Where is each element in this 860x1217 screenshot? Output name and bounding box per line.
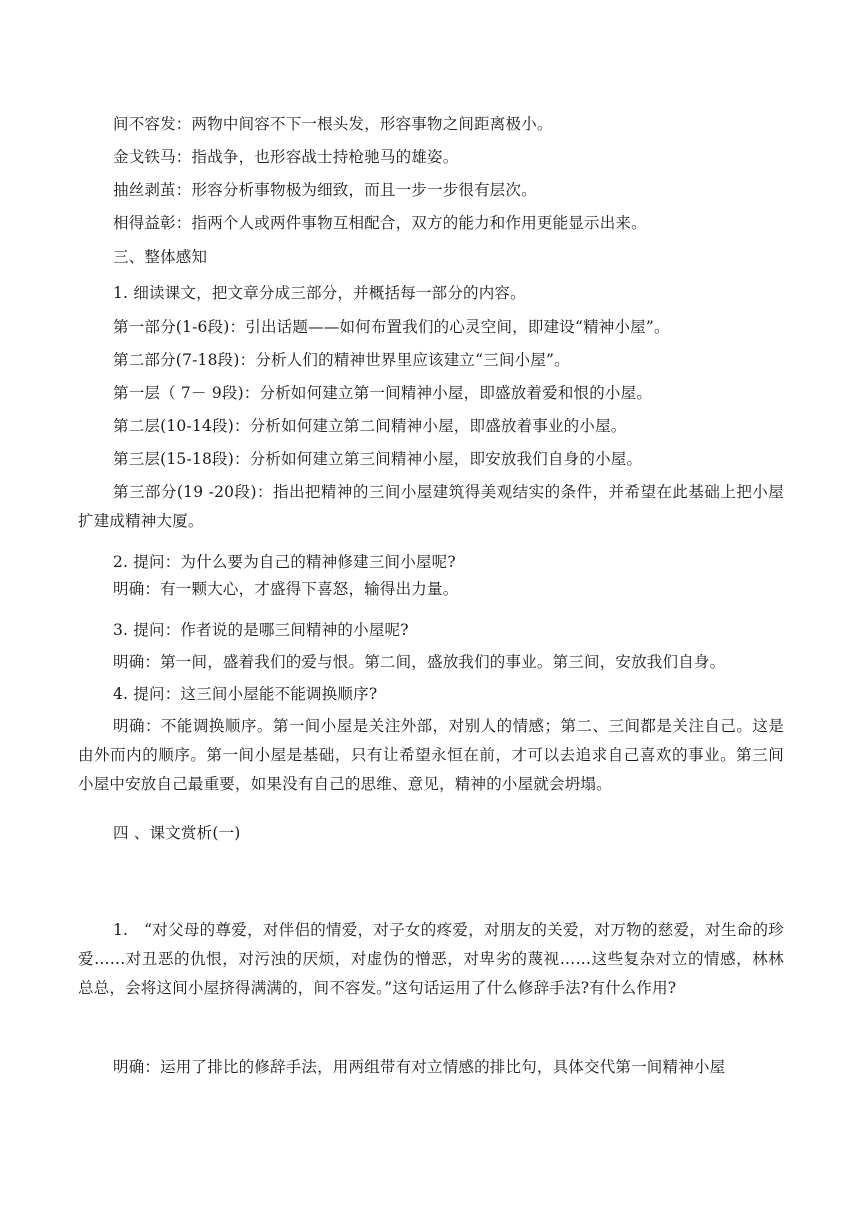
question-text: 1. 细读课文，把文章分成三部分，并概括每一部分的内容。 <box>113 284 526 302</box>
question-text: 2. 提问：为什么要为自己的精神修建三间小屋呢? <box>113 553 456 571</box>
idiom-definition: 间不容发：两物中间容不下一根头发，形容事物之间距离极小。 <box>113 115 553 133</box>
section-heading: 三、整体感知 <box>113 248 208 266</box>
outline-paragraph: 第三部分(19 -20段)：指出把精神的三间小屋建筑得美观结实的条件，并希望在此基础上把小屋扩建成精神大厦。 <box>78 483 784 530</box>
question-text: 3. 提问：作者说的是哪三间精神的小屋呢? <box>113 621 409 639</box>
outline-item: 第一层（ 7－ 9段)：分析如何建立第一间精神小屋，即盛放着爱和恨的小屋。 <box>113 384 653 402</box>
outline-item: 第一部分(1-6段)：引出话题——如何布置我们的心灵空间，即建设“精神小屋”。 <box>113 318 670 336</box>
idiom-definition: 相得益彰：指两个人或两件事物互相配合，双方的能力和作用更能显示出来。 <box>113 214 647 232</box>
idiom-definition: 金戈铁马：指战争，也形容战士持枪驰马的雄姿。 <box>113 148 459 166</box>
question-text: 4. 提问：这三间小屋能不能调换顺序? <box>113 685 378 703</box>
outline-item: 第二层(10-14段)：分析如何建立第二间精神小屋，即盛放着事业的小屋。 <box>113 417 627 435</box>
idiom-definition: 抽丝剥茧：形容分析事物极为细致，而且一步一步很有层次。 <box>113 181 537 199</box>
answer-text: 明确：运用了排比的修辞手法，用两组带有对立情感的排比句，具体交代第一间精神小屋 <box>113 1058 726 1076</box>
outline-item: 第二部分(7-18段)：分析人们的精神世界里应该建立“三间小屋”。 <box>113 351 570 369</box>
answer-text: 明确：有一颗大心，才盛得下喜怒，输得出力量。 <box>113 580 459 598</box>
outline-item: 第三层(15-18段)：分析如何建立第三间精神小屋，即安放我们自身的小屋。 <box>113 450 643 468</box>
answer-text: 明确：第一间，盛着我们的爱与恨。第二间，盛放我们的事业。第三间，安放我们自身。 <box>113 653 726 671</box>
question-paragraph: 1. “对父母的尊爱，对伴侣的情爱，对子女的疼爱，对朋友的关爱，对万物的慈爱，对生命的珍爱……对丑恶的仇恨，对污浊的厌烦，对虚伪的憎恶，对卑劣的蔑视……这些复杂对立的情感，林林总总，会将这间小屋挤得满满的，间不容发。”这句话运用了什么修辞手法?有什么作用? <box>78 921 785 997</box>
section-heading: 四 、课文赏析(一) <box>113 824 241 842</box>
answer-paragraph: 明确：不能调换顺序。第一间小屋是关注外部，对别人的情感；第二、三间都是关注自己。这是由外而内的顺序。第一间小屋是基础，只有让希望永恒在前，才可以去追求自己喜欢的事业。第三间小屋中安放自己最重要，如果没有自己的思维、意见，精神的小屋就会坍塌。 <box>78 717 784 793</box>
